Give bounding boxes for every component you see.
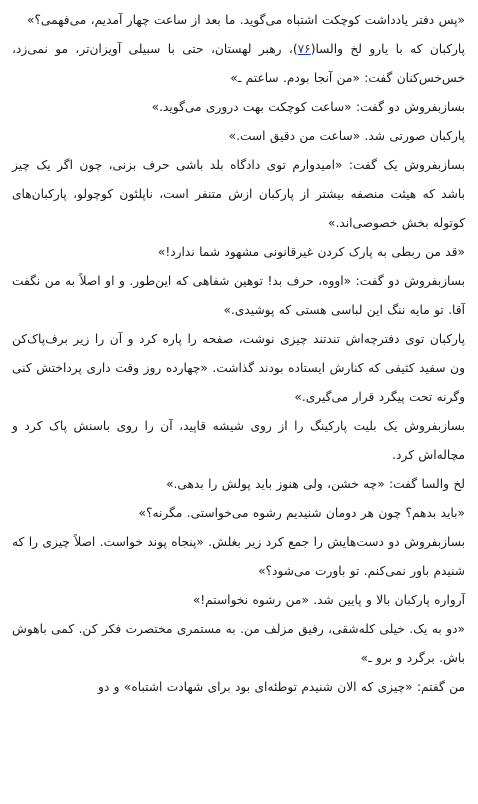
paragraph-12: بسازبفروش دو دست‌هایش را جمع کرد زیر بغلش. «پنجاه پوند خواست. اصلاً چیزی را که شنیدم باور نمی‌کنم. تو باورت می‌شود؟» (12, 535, 465, 578)
paragraph-10: لخ والسا گفت: «چه خشن، ولی هنوز باید پولش را بدهی.» (166, 477, 465, 491)
paragraph-2-part-1: پارکبان که با یارو لخ والسا( (310, 42, 465, 56)
paragraph-2 (12, 35, 465, 93)
paragraph-11: «باید بدهم؟ چون هر دومان شنیدیم رشوه می‌خواستی. مگرنه؟» (138, 506, 465, 520)
paragraph-7: بسازبفروش دو گفت: «اووه، حرف بد! توهین شفاهی که این‌طور. و او اصلاً به من نگفت آقا. تو مایه ننگ این لباسی هستی که پوشیدی.» (12, 274, 465, 317)
paragraph-9: بسازبفروش یک بلیت پارکینگ را از روی شیشه قاپید، آن را روی باسنش پاک کرد و مچاله‌اش کرد. (12, 419, 465, 462)
paragraph-15: من گفتم: «چیزی که الان شنیدم توطئه‌ای بود برای شهادت اشتباه» و دو (97, 680, 465, 694)
paragraph-14: «دو به یک. خیلی کله‌شقی، رفیق مزلف من. به مستمری مختصرت فکر کن. کمی باهوش باش. برگرد و برو ـ» (12, 622, 465, 665)
paragraph-3: بسازبفروش دو گفت: «ساعت کوچکت بهت دروری می‌گوید.» (151, 100, 465, 114)
paragraph-8: پارکبان توی دفترچه‌اش تندتند چیزی نوشت، صفحه را پاره کرد و آن را زیر برف‌پاک‌کن ون سفید کثیفی که کنارش ایستاده بودند گذاشت. «چهارده روز وقت داری پرداختش کنی وگرنه تحت پیگرد قرار می‌گیری.» (12, 332, 465, 404)
footnote-link[interactable]: ۷۶ (297, 42, 311, 56)
paragraph-13: آرواره پارکبان بالا و پایین شد. «من رشوه نخواستم!» (192, 593, 465, 607)
paragraph-6: «قد من ربطی به پارک کردن غیرقانونی مشهود شما ندارد!» (157, 245, 465, 259)
paragraph-2-part-2: )، رهبر لهستان، حتی با سبیلی آویزان‌تر، مو نمی‌زد، خس‌خس‌کنان گفت: «من آنجا بودم. ساعتم ـ» (12, 42, 465, 85)
paragraph-1: «پس دفتر یادداشت کوچکت اشتباه می‌گوید. ما بعد از ساعت چهار آمدیم، می‌فهمی؟» (27, 13, 465, 27)
paragraph-5: بسازبفروش یک گفت: «امیدوارم توی دادگاه بلد باشی حرف بزنی، چون اگر یک چیز باشد که هیئت منصفه بیشتر از پارکبان ازش متنفر است، ناپلئون کوچولو، پارکبان‌های کوتوله بخش خصوصی‌اند.» (12, 158, 465, 230)
paragraph-4: پارکبان صورتی شد. «ساعت من دقیق است.» (228, 129, 465, 143)
